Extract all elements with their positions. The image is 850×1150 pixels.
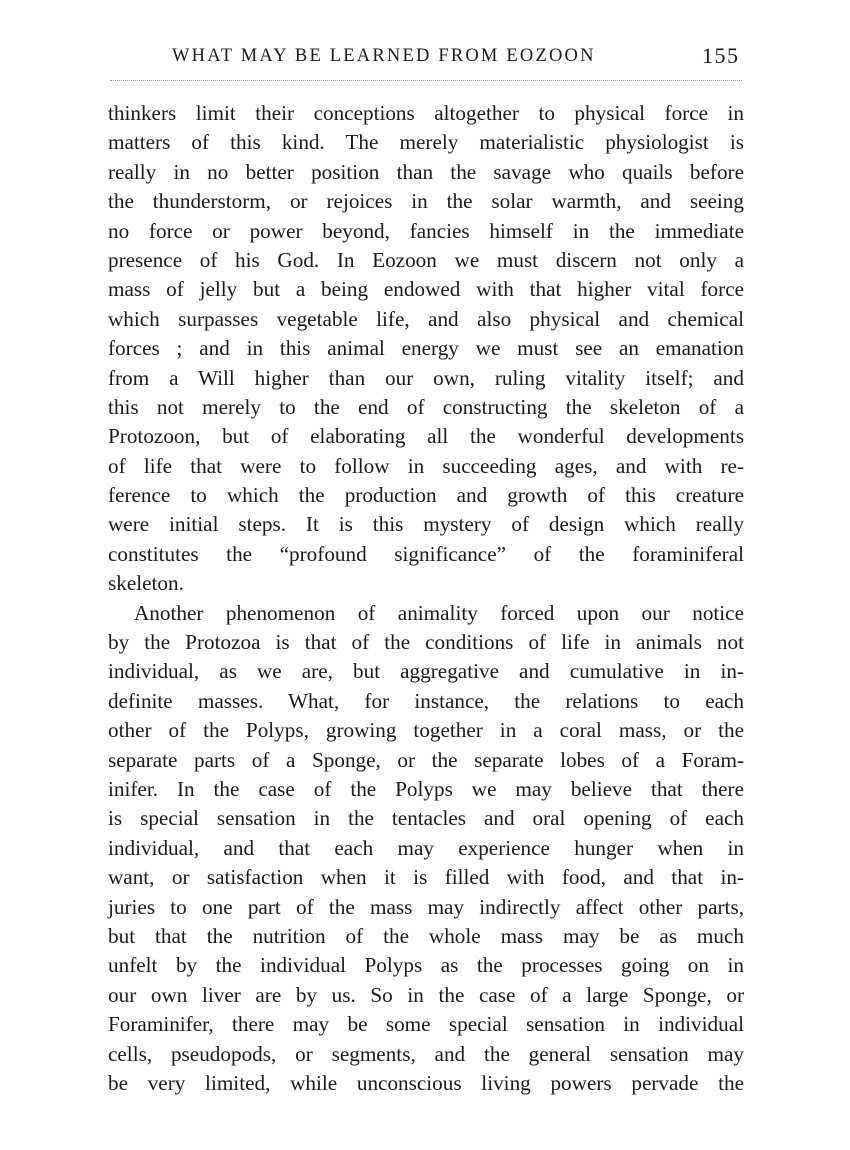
text-line: unfelt by the individual Polyps as the processes going on in bbox=[108, 953, 744, 978]
page-number: 155 bbox=[702, 43, 740, 68]
text-line: skeleton. bbox=[108, 571, 184, 596]
paragraph-2 bbox=[108, 599, 744, 1099]
text-line: were initial steps. It is this mystery of design which really bbox=[108, 512, 744, 537]
text-line: individual, as we are, but aggregative and cumulative in in- bbox=[108, 659, 744, 684]
text-line: other of the Polyps, growing together in a coral mass, or the bbox=[108, 718, 744, 743]
text-line: from a Will higher than our own, ruling vitality itself; and bbox=[108, 365, 744, 390]
text-line: matters of this kind. The merely materialistic physiologist is bbox=[108, 130, 744, 155]
text-line: ference to which the production and growth of this creature bbox=[108, 483, 744, 508]
text-line: inifer. In the case of the Polyps we may believe that there bbox=[108, 776, 744, 801]
text-line: this not merely to the end of constructing the skeleton of a bbox=[108, 394, 744, 419]
body-text bbox=[108, 99, 744, 1098]
text-line: definite masses. What, for instance, the relations to each bbox=[108, 688, 744, 713]
text-line: of life that were to follow in succeeding ages, and with re- bbox=[108, 453, 744, 478]
paragraph-1 bbox=[108, 99, 744, 599]
text-line: which surpasses vegetable life, and also physical and chemical bbox=[108, 306, 744, 331]
text-line: Foraminifer, there may be some special sensation in individual bbox=[108, 1012, 744, 1037]
text-line: is special sensation in the tentacles and oral opening of each bbox=[108, 806, 744, 831]
text-line: our own liver are by us. So in the case of a large Sponge, or bbox=[108, 982, 744, 1007]
running-head bbox=[0, 43, 850, 76]
text-line: but that the nutrition of the whole mass may be as much bbox=[108, 923, 744, 948]
text-line: cells, pseudopods, or segments, and the general sensation may bbox=[108, 1041, 744, 1066]
text-line: the thunderstorm, or rejoices in the solar warmth, and seeing bbox=[108, 189, 744, 214]
text-line: juries to one part of the mass may indirectly affect other parts, bbox=[108, 894, 744, 919]
text-line: Protozoon, but of elaborating all the wonderful developments bbox=[108, 424, 744, 449]
text-line: Another phenomenon of animality forced upon our notice bbox=[134, 600, 744, 625]
running-head-title: WHAT MAY BE LEARNED FROM EOZOON bbox=[172, 46, 596, 66]
text-line: mass of jelly but a being endowed with that higher vital force bbox=[108, 277, 744, 302]
text-line: be very limited, while unconscious living powers pervade the bbox=[108, 1070, 744, 1095]
text-line: want, or satisfaction when it is filled with food, and that in- bbox=[108, 865, 744, 890]
text-line: individual, and that each may experience hunger when in bbox=[108, 835, 744, 860]
text-line: presence of his God. In Eozoon we must discern not only a bbox=[108, 247, 744, 272]
text-line: separate parts of a Sponge, or the separate lobes of a Foram- bbox=[108, 747, 744, 772]
header-rule bbox=[110, 80, 742, 81]
text-line: really in no better position than the savage who quails before bbox=[108, 159, 744, 184]
text-line: no force or power beyond, fancies himself in the immediate bbox=[108, 218, 744, 243]
text-line: by the Protozoa is that of the conditions of life in animals not bbox=[108, 630, 744, 655]
text-line: thinkers limit their conceptions altogether to physical force in bbox=[108, 101, 744, 125]
text-line: constitutes the “profound significance” of the foraminiferal bbox=[108, 541, 744, 566]
text-line: forces ; and in this animal energy we must see an emanation bbox=[108, 336, 744, 361]
